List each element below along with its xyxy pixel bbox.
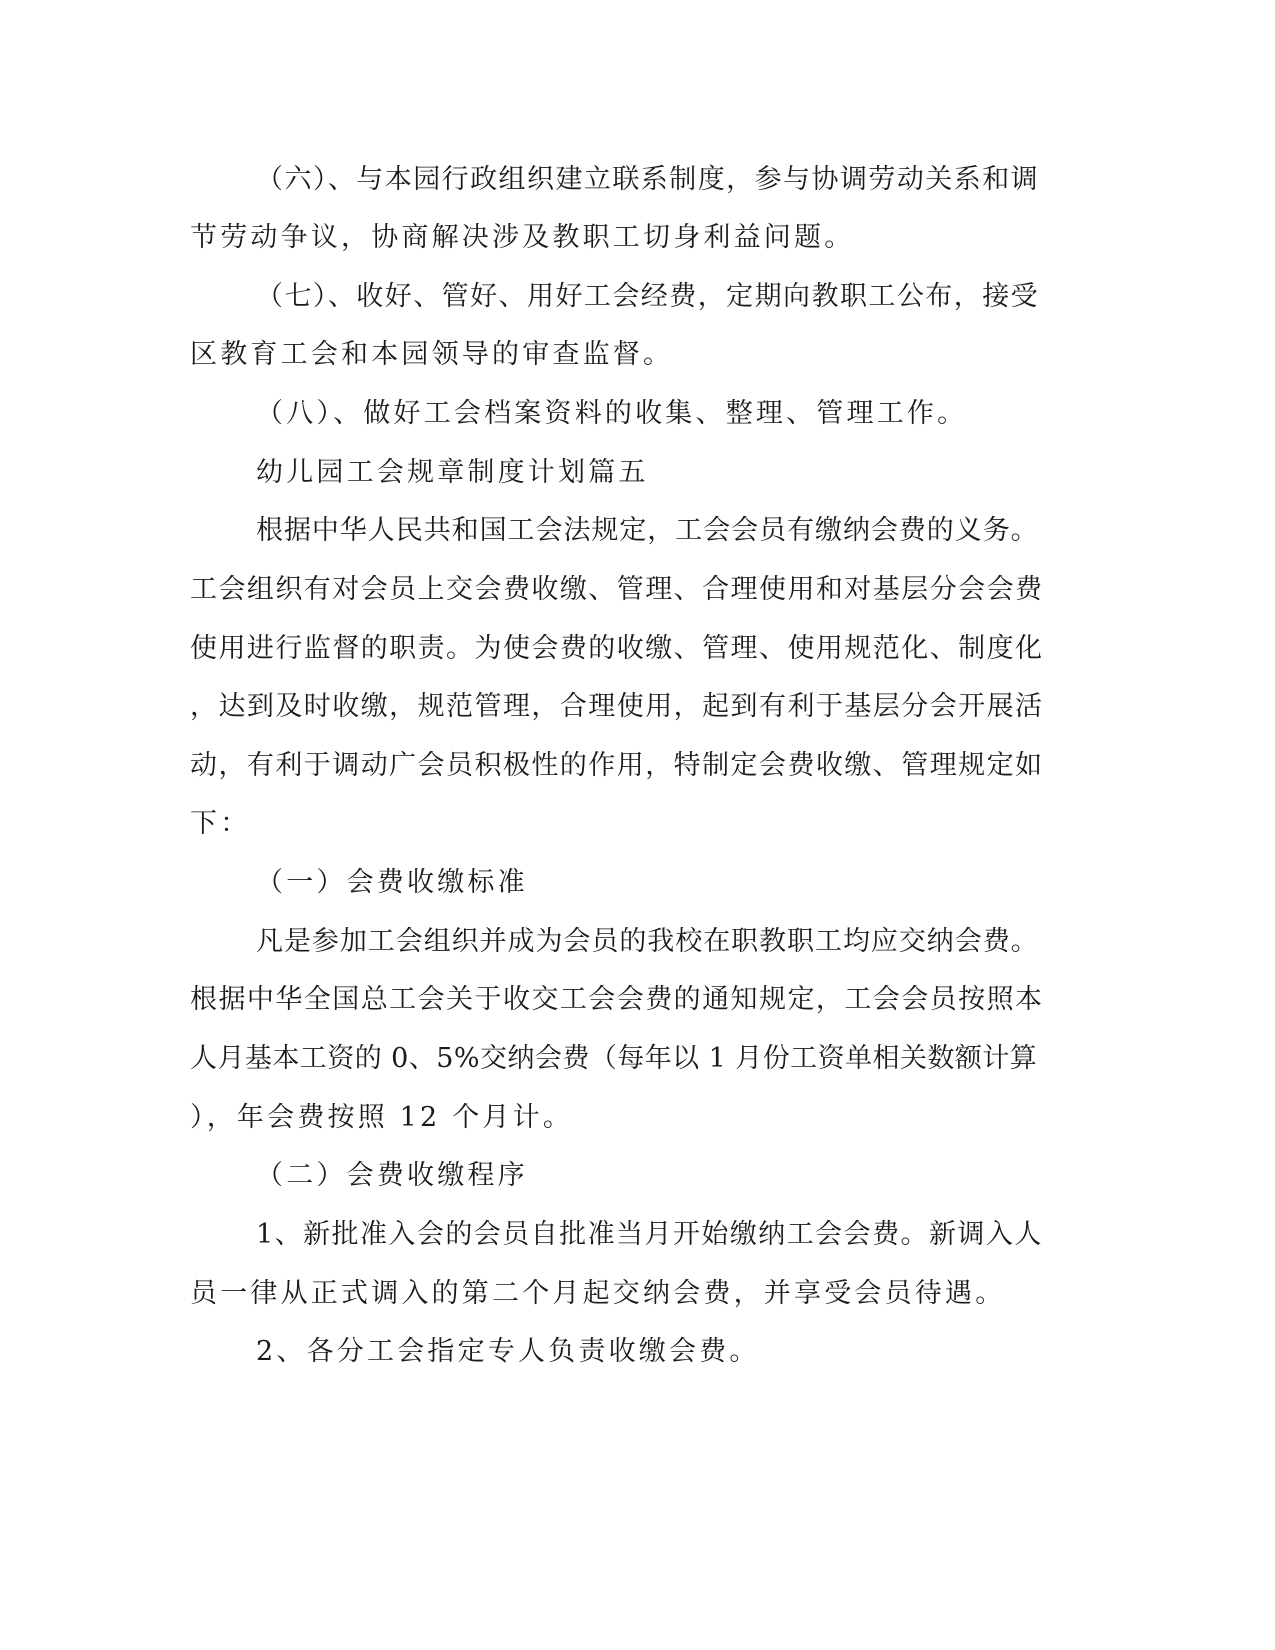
paragraph-line: （七）、收好、管好、用好工会经费，定期向教职工公布，接受	[256, 281, 1040, 312]
paragraph-line: 工会组织有对会员上交会费收缴、管理、合理使用和对基层分会会费	[190, 574, 1044, 605]
paragraph-line: 使用进行监督的职责。为使会费的收缴、管理、使用规范化、制度化	[190, 633, 1044, 664]
paragraph-line: （八）、做好工会档案资料的收集、整理、管理工作。	[256, 398, 968, 429]
paragraph-line: ），年会费按照 12 个月计。	[190, 1102, 574, 1133]
paragraph-line: 区教育工会和本园领导的审查监督。	[190, 339, 674, 370]
paragraph-line: 动，有利于调动广会员积极性的作用，特制定会费收缴、管理规定如	[190, 750, 1044, 781]
paragraph-line: 下：	[190, 808, 251, 839]
paragraph-line: ，达到及时收缴，规范管理，合理使用，起到有利于基层分会开展活	[190, 691, 1044, 722]
subsection-heading: （一）会费收缴标准	[256, 867, 528, 898]
subsection-heading: （二）会费收缴程序	[256, 1160, 528, 1191]
paragraph-line: 凡是参加工会组织并成为会员的我校在职教职工均应交纳会费。	[256, 926, 1039, 957]
paragraph-line: 节劳动争议，协商解决涉及教职工切身利益问题。	[190, 222, 855, 253]
paragraph-line: 根据中华全国总工会关于收交工会会费的通知规定，工会会员按照本	[190, 984, 1044, 1015]
paragraph-line: 1、新批准入会的会员自批准当月开始缴纳工会会费。新调入人	[256, 1219, 1043, 1250]
section-heading: 幼儿园工会规章制度计划篇五	[256, 457, 649, 488]
paragraph-line: （六）、与本园行政组织建立联系制度，参与协调劳动关系和调	[256, 164, 1040, 195]
paragraph-line: 根据中华人民共和国工会法规定，工会会员有缴纳会费的义务。	[256, 515, 1039, 546]
paragraph-line: 2、各分工会指定专人负责收缴会费。	[256, 1336, 760, 1367]
paragraph-line: 人月基本工资的 0、5%交纳会费（每年以 1 月份工资单相关数额计算	[190, 1043, 1038, 1074]
paragraph-line: 员一律从正式调入的第二个月起交纳会费，并享受会员待遇。	[190, 1278, 1006, 1309]
